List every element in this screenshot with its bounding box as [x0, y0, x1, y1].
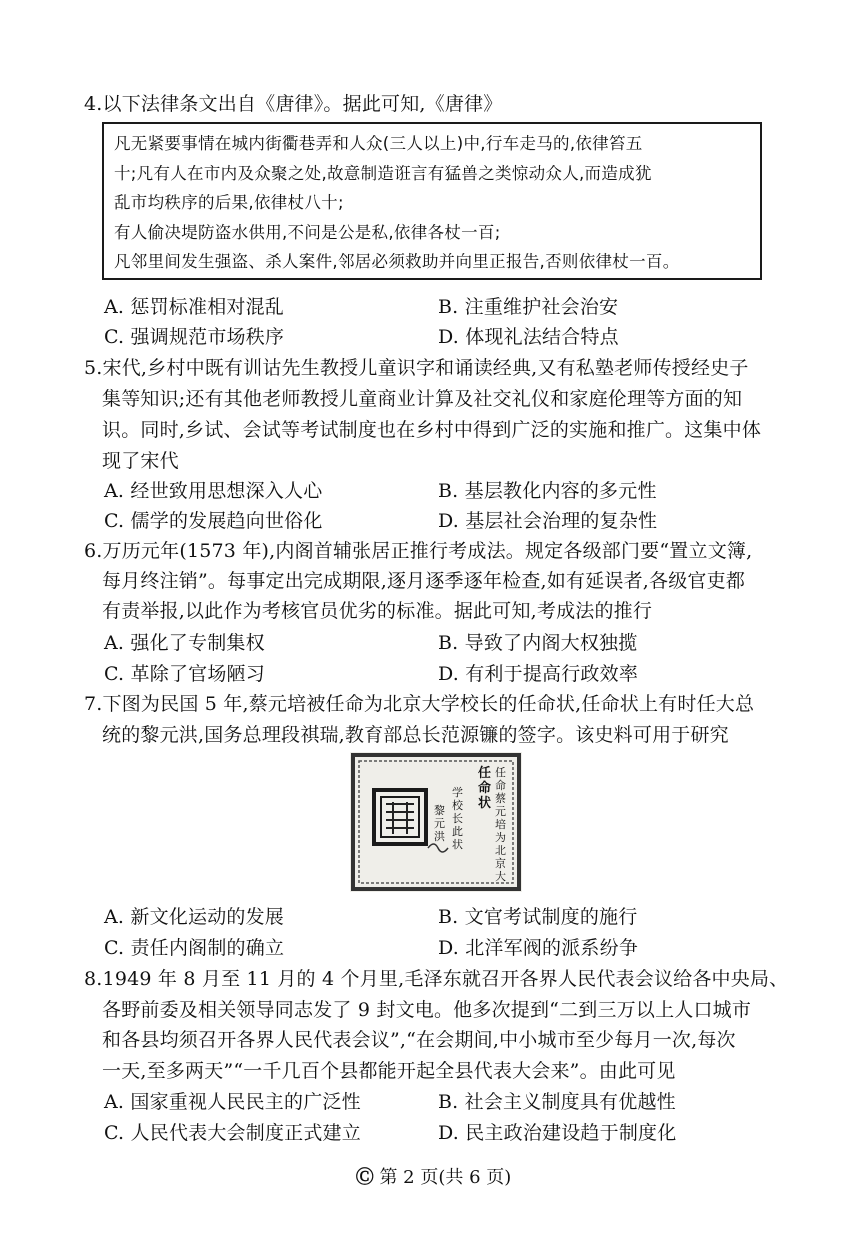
- q5-option-d: D. 基层社会治理的复杂性: [438, 510, 658, 532]
- q5-stem-line: 识。同时,乡试、会试等考试制度也在乡村中得到广泛的实施和推广。这集中体: [102, 419, 762, 441]
- q4-stem: 4.以下法律条文出自《唐律》。据此可知,《唐律》: [84, 93, 503, 115]
- q5-stem-line: 现了宋代: [102, 450, 179, 472]
- figure-signature-text: 黎元洪: [434, 804, 445, 843]
- figure-body-text: 学校长此状: [452, 786, 463, 851]
- q4-quote-box: [102, 122, 762, 280]
- q5-option-a: A. 经世致用思想深入人心: [104, 480, 323, 502]
- q8-stem-line: 和各县均须召开各界人民代表会议”,“在会期间,中小城市至少每月一次,每次: [102, 1029, 736, 1051]
- page-number: 第 2 页(共 6 页): [379, 1167, 512, 1188]
- q6-stem-line: 有责举报,以此作为考核官员优劣的标准。据此可知,考成法的推行: [102, 600, 653, 622]
- q5-stem-line: 5.宋代,乡村中既有训诂先生教授儿童识字和诵读经典,又有私塾老师传授经史子: [84, 357, 749, 379]
- q8-stem-line: 一天,至多两天”“一千几百个县都能开起全县代表大会来”。由此可见: [102, 1060, 676, 1082]
- q4-box-line: 十;凡有人在市内及众聚之处,故意制造诳言有猛兽之类惊动众人,而造成犹: [114, 164, 652, 183]
- q7-option-b: B. 文官考试制度的施行: [438, 906, 638, 928]
- q8-option-b: B. 社会主义制度具有优越性: [438, 1091, 676, 1113]
- figure-body-text: 任命蔡元培为北京大: [495, 766, 506, 883]
- q4-option-a: A. 惩罚标准相对混乱: [104, 296, 285, 318]
- q8-stem-line: 各野前委及相关领导同志发了 9 封文电。他多次提到“二到三万以上人口城市: [102, 999, 752, 1021]
- q8-stem-line: 8.1949 年 8 月至 11 月的 4 个月里,毛泽东就召开各界人民代表会议给各中央局、: [84, 968, 789, 990]
- q6-stem-line: 每月终注销”。每事定出完成期限,逐月逐季逐年检查,如有延误者,各级官吏都: [102, 570, 746, 592]
- figure-title-text: 任命状: [478, 766, 492, 811]
- q6-option-d: D. 有利于提高行政效率: [438, 663, 639, 685]
- q7-option-d: D. 北洋军阀的派系纷争: [438, 937, 639, 959]
- q7-option-c: C. 责任内阁制的确立: [104, 937, 285, 959]
- q6-option-c: C. 革除了官场陋习: [104, 663, 265, 685]
- q4-box-line: 凡无紧要事情在城内街衢巷弄和人众(三人以上)中,行车走马的,依律笞五: [114, 134, 643, 153]
- q8-option-c: C. 人民代表大会制度正式建立: [104, 1122, 361, 1144]
- q5-option-b: B. 基层教化内容的多元性: [438, 480, 657, 502]
- q7-stem-line: 统的黎元洪,国务总理段祺瑞,教育部总长范源镰的签字。该史料可用于研究: [102, 724, 729, 746]
- q5-option-c: C. 儒学的发展趋向世俗化: [104, 510, 323, 532]
- q7-option-a: A. 新文化运动的发展: [104, 906, 285, 928]
- q4-option-d: D. 体现礼法结合特点: [438, 326, 619, 348]
- q8-option-d: D. 民主政治建设趋于制度化: [438, 1122, 677, 1144]
- q4-box-line: 凡邻里间发生强盗、杀人案件,邻居必须救助并向里正报告,否则依律杖一百。: [114, 252, 680, 271]
- q6-option-a: A. 强化了专制集权: [104, 632, 265, 654]
- q4-option-b: B. 注重维护社会治安: [438, 296, 619, 318]
- q4-option-c: C. 强调规范市场秩序: [104, 326, 285, 348]
- appointment-document-image: [350, 752, 522, 892]
- page-footer: [0, 1166, 867, 1190]
- q7-stem-line: 7.下图为民国 5 年,蔡元培被任命为北京大学校长的任命状,任命状上有时任大总: [84, 693, 755, 715]
- q6-option-b: B. 导致了内阁大权独揽: [438, 632, 638, 654]
- q4-box-line: 乱市均秩序的后果,依律杖八十;: [114, 193, 344, 212]
- q4-box-line: 有人偷决堤防盗水供用,不问是公是私,依律各杖一百;: [114, 223, 501, 242]
- q5-stem-line: 集等知识;还有其他老师教授儿童商业计算及社交礼仪和家庭伦理等方面的知: [102, 388, 743, 410]
- q6-stem-line: 6.万历元年(1573 年),内阁首辅张居正推行考成法。规定各级部门要“置立文簿,: [84, 540, 753, 562]
- q8-option-a: A. 国家重视人民民主的广泛性: [104, 1091, 361, 1113]
- copyright-icon: Ⓒ: [355, 1167, 374, 1188]
